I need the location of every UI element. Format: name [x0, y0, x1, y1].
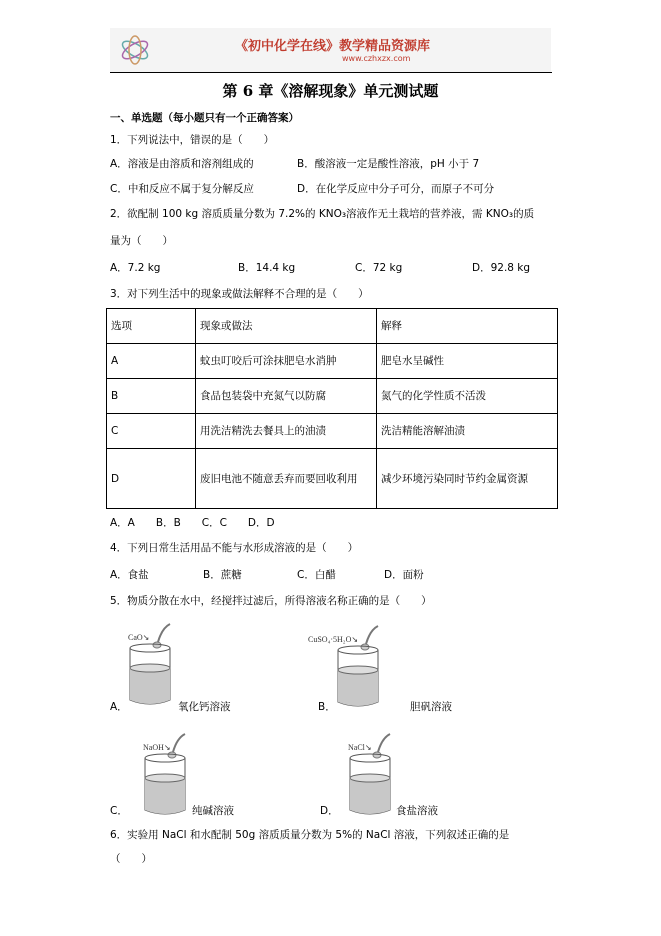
beaker-icon	[100, 620, 210, 710]
table-cell: 蚊虫叮咬后可涂抹肥皂水消肿	[196, 344, 377, 379]
q5-option-name: 胆矾溶液	[410, 701, 452, 713]
q4-option-d: D．面粉	[384, 569, 424, 581]
q1-option-b: B．酸溶液一定是酸性溶液，pH 小于 7	[297, 158, 480, 170]
table-header: 选项	[107, 309, 196, 344]
table-cell: A	[107, 344, 196, 379]
table-row	[107, 344, 558, 379]
q2-option-d: D．92.8 kg	[472, 262, 531, 274]
q2-option-b: B．14.4 kg	[238, 262, 296, 274]
banner-url: www.czhxzx.com	[342, 54, 411, 63]
header-divider	[110, 72, 552, 73]
table-cell: 肥皂水呈碱性	[377, 344, 558, 379]
table-cell: 氮气的化学性质不活泼	[377, 379, 558, 414]
q5-option-letter: C．	[110, 805, 128, 817]
table-cell: C	[107, 414, 196, 449]
page-title: 第 6 章《溶解现象》单元测试题	[222, 82, 439, 100]
q4-stem: 4．下列日常生活用品不能与水形成溶液的是（ ）	[110, 542, 359, 554]
reagent-label: CuSO₄·5H₂O↘	[308, 635, 359, 644]
q4-option-a: A．食盐	[110, 569, 149, 581]
q3-stem: 3．对下列生活中的现象或做法解释不合理的是（ ）	[110, 288, 369, 300]
q3-options: A．A B．B C．C D．D	[110, 517, 275, 529]
q1-option-d: D．在化学反应中分子可分，而原子不可分	[297, 183, 495, 195]
q1-option-a: A．溶液是由溶质和溶剂组成的	[110, 158, 254, 170]
table-cell: 用洗洁精洗去餐具上的油渍	[196, 414, 377, 449]
table-row	[107, 449, 558, 509]
reagent-label: CaO↘	[128, 633, 150, 642]
q2-option-c: C．72 kg	[355, 262, 403, 274]
q5-option-name: 纯碱溶液	[192, 805, 234, 817]
table-cell: 洗洁精能溶解油渍	[377, 414, 558, 449]
q4-option-c: C．白醋	[297, 569, 336, 581]
q4-option-b: B．蔗糖	[203, 569, 242, 581]
q6-blank: （ ）	[110, 853, 152, 865]
table-header: 现象或做法	[196, 309, 377, 344]
q3-table	[106, 308, 558, 509]
table-cell: 减少环境污染同时节约金属资源	[377, 449, 558, 509]
table-cell: B	[107, 379, 196, 414]
q2-option-a: A．7.2 kg	[110, 262, 161, 274]
table-cell: 废旧电池不随意丢弃而要回收利用	[196, 449, 377, 509]
reagent-label: NaOH↘	[143, 743, 171, 752]
q2-stem-cont: 量为（ ）	[110, 235, 173, 247]
reagent-label: NaCl↘	[348, 743, 372, 752]
section-heading: 一、单选题（每小题只有一个正确答案）	[110, 112, 299, 124]
table-header-row	[107, 309, 558, 344]
q5-option-name: 食盐溶液	[396, 805, 438, 817]
table-header: 解释	[377, 309, 558, 344]
q5-option-letter: B．	[318, 701, 336, 713]
q6-stem: 6．实验用 NaCl 和水配制 50g 溶质质量分数为 5%的 NaCl 溶液，下列叙述正确的是	[110, 829, 510, 841]
q5-option-letter: A．	[110, 701, 128, 713]
header-banner	[110, 28, 551, 72]
q2-stem: 2．欲配制 100 kg 溶质质量分数为 7.2%的 KNO₃溶液作无土栽培的营养液，需 KNO₃的质	[110, 208, 535, 220]
logo-icon	[118, 34, 152, 66]
table-cell: 食品包装袋中充氮气以防腐	[196, 379, 377, 414]
table-cell: D	[107, 449, 196, 509]
q5-option-letter: D．	[320, 805, 339, 817]
q1-option-c: C．中和反应不属于复分解反应	[110, 183, 254, 195]
q5-option-name: 氧化钙溶液	[178, 701, 231, 713]
beaker-icon	[308, 622, 418, 712]
table-row	[107, 414, 558, 449]
banner-title: 《初中化学在线》教学精品资源库	[235, 39, 431, 54]
table-row	[107, 379, 558, 414]
q5-stem: 5．物质分散在水中，经搅拌过滤后，所得溶液名称正确的是（ ）	[110, 595, 432, 607]
q1-stem: 1．下列说法中，错误的是（ ）	[110, 134, 275, 146]
